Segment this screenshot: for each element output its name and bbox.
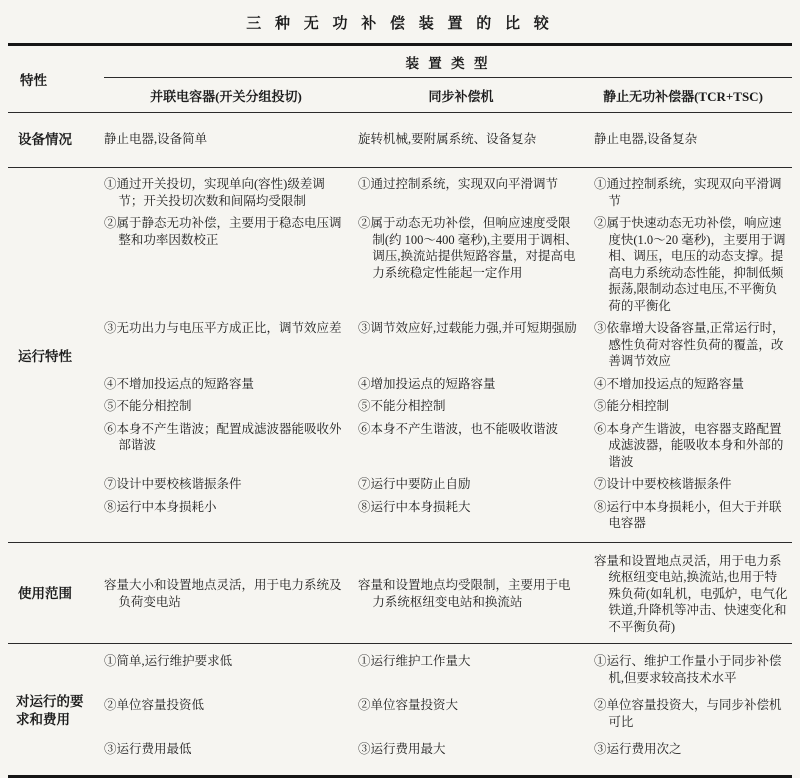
cell-text: 容量和设置地点灵活，用于电力系统枢纽变电站,换流站,也用于特殊负荷(如轧机，电弧炉，电气化铁道,升降机等冲击、快速变化和不平衡负荷) bbox=[594, 553, 788, 634]
column-header-svc: 静止无功补偿器(TCR+TSC) bbox=[603, 89, 763, 104]
feature-label: 使用范围 bbox=[18, 585, 72, 601]
column-header-shunt-capacitor: 并联电容器(开关分组投切) bbox=[150, 89, 302, 104]
operating-cells bbox=[104, 176, 792, 538]
item-text: ⑦运行中要防止自励 bbox=[358, 477, 471, 492]
item-text: ⑦设计中要校核谐振条件 bbox=[104, 477, 242, 492]
item-text: ③无功出力与电压平方成正比，调节效应差 bbox=[104, 321, 342, 336]
cell-text: 容量大小和设置地点灵活，用于电力系统及负荷变电站 bbox=[104, 578, 342, 609]
cell-text: 容量和设置地点均受限制，主要用于电力系统枢纽变电站和换流站 bbox=[358, 578, 571, 609]
item-text: ①通过控制系统，实现双向平滑调节 bbox=[358, 177, 559, 192]
item-text: ⑧运行中本身损耗大 bbox=[358, 499, 471, 514]
item-text: ①运行、维护工作量小于同步补偿机,但要求较高技术水平 bbox=[594, 654, 782, 685]
item-text: ④增加投运点的短路容量 bbox=[358, 376, 496, 391]
feature-column-header: 特性 bbox=[20, 73, 47, 88]
item-text: ②单位容量投资大 bbox=[358, 698, 459, 713]
item-text: ④不增加投运点的短路容量 bbox=[104, 376, 255, 391]
item-text: ③运行费用最低 bbox=[104, 742, 192, 757]
item-text: ③运行费用次之 bbox=[594, 742, 682, 757]
feature-label: 运行特性 bbox=[18, 348, 72, 364]
item-text: ⑥本身产生谐波，电容器支路配置成滤波器，能吸收本身和外部的谐波 bbox=[594, 421, 784, 469]
device-type-area bbox=[104, 46, 792, 112]
item-text: ⑧运行中本身损耗小 bbox=[104, 499, 217, 514]
operating-item-row-7 bbox=[104, 476, 792, 493]
item-text: ①运行维护工作量大 bbox=[358, 654, 471, 669]
column-headers bbox=[104, 78, 792, 112]
item-text: ⑥本身不产生谐波，也不能吸收谐波 bbox=[358, 421, 559, 436]
cost-item-row-1 bbox=[104, 653, 792, 686]
table-row-operating bbox=[8, 168, 792, 542]
operating-item-row-5 bbox=[104, 398, 792, 415]
item-text: ④不增加投运点的短路容量 bbox=[594, 376, 745, 391]
item-text: ①通过控制系统，实现双向平滑调节 bbox=[594, 177, 782, 208]
table-row-equipment bbox=[8, 113, 792, 167]
cell-text: 静止电器,设备复杂 bbox=[594, 132, 698, 146]
item-text: ③调节效应好,过载能力强,并可短期强励 bbox=[358, 321, 577, 336]
operating-item-row-3 bbox=[104, 320, 792, 370]
page-title: 三 种 无 功 补 偿 装 置 的 比 较 bbox=[246, 16, 554, 32]
device-type-header: 装 置 类 型 bbox=[405, 56, 491, 71]
item-text: ⑤不能分相控制 bbox=[104, 399, 192, 414]
item-text: ⑦设计中要校核谐振条件 bbox=[594, 477, 732, 492]
operating-item-row-1 bbox=[104, 176, 792, 209]
item-text: ⑤能分相控制 bbox=[594, 399, 670, 414]
cost-cells bbox=[104, 653, 792, 769]
bottom-rule bbox=[8, 775, 792, 778]
item-text: ②单位容量投资低 bbox=[104, 698, 205, 713]
item-text: ①通过开关投切，实现单向(容性)级差调节；开关投切次数和间隔均受限制 bbox=[104, 177, 325, 208]
item-text: ②属于静态无功补偿，主要用于稳态电压调整和功率因数校正 bbox=[104, 216, 342, 247]
item-text: ⑤不能分相控制 bbox=[358, 399, 446, 414]
item-text: ③运行费用最大 bbox=[358, 742, 446, 757]
operating-item-row-8 bbox=[104, 499, 792, 532]
item-text: ③依靠增大设备容量,正常运行时，感性负荷对容性负荷的覆盖，改善调节效应 bbox=[594, 321, 785, 369]
operating-item-row-2 bbox=[104, 215, 792, 314]
item-text: ②属于动态无功补偿，但响应速度受限制(约 100～400 毫秒),主要用于调相、调压,换流站提供短路容量，对提高电力系统稳定性能起一定作用 bbox=[358, 216, 578, 280]
table-row-cost bbox=[8, 644, 792, 775]
operating-item-row-4 bbox=[104, 376, 792, 393]
table-row-usage bbox=[8, 543, 792, 644]
cost-item-row-2 bbox=[104, 697, 792, 730]
column-header-synchronous-condenser: 同步补偿机 bbox=[428, 89, 494, 104]
usage-cells bbox=[104, 553, 792, 636]
equipment-cells bbox=[104, 131, 792, 149]
feature-label: 设备情况 bbox=[18, 132, 72, 147]
item-text: ⑥本身不产生谐波；配置成滤波器能吸收外部谐波 bbox=[104, 421, 342, 453]
item-text: ②单位容量投资大，与同步补偿机可比 bbox=[594, 698, 782, 729]
table-header bbox=[8, 46, 792, 112]
cell-text: 静止电器,设备简单 bbox=[104, 132, 208, 146]
item-text: ①简单,运行维护要求低 bbox=[104, 654, 233, 669]
feature-label: 对运行的要求和费用 bbox=[16, 693, 84, 727]
operating-item-row-6 bbox=[104, 421, 792, 471]
cell-text: 旋转机械,要附属系统、设备复杂 bbox=[358, 132, 537, 146]
item-text: ②属于快速动态无功补偿，响应速度快(1.0～20 毫秒)，主要用于调相、调压，电压的动态支撑。提高电力系统动态性能，抑制低频振荡,限制动态过电压,不平衡负荷的平衡化 bbox=[594, 216, 786, 313]
item-text: ⑧运行中本身损耗小，但大于并联电容器 bbox=[594, 499, 782, 531]
cost-item-row-3 bbox=[104, 741, 792, 758]
